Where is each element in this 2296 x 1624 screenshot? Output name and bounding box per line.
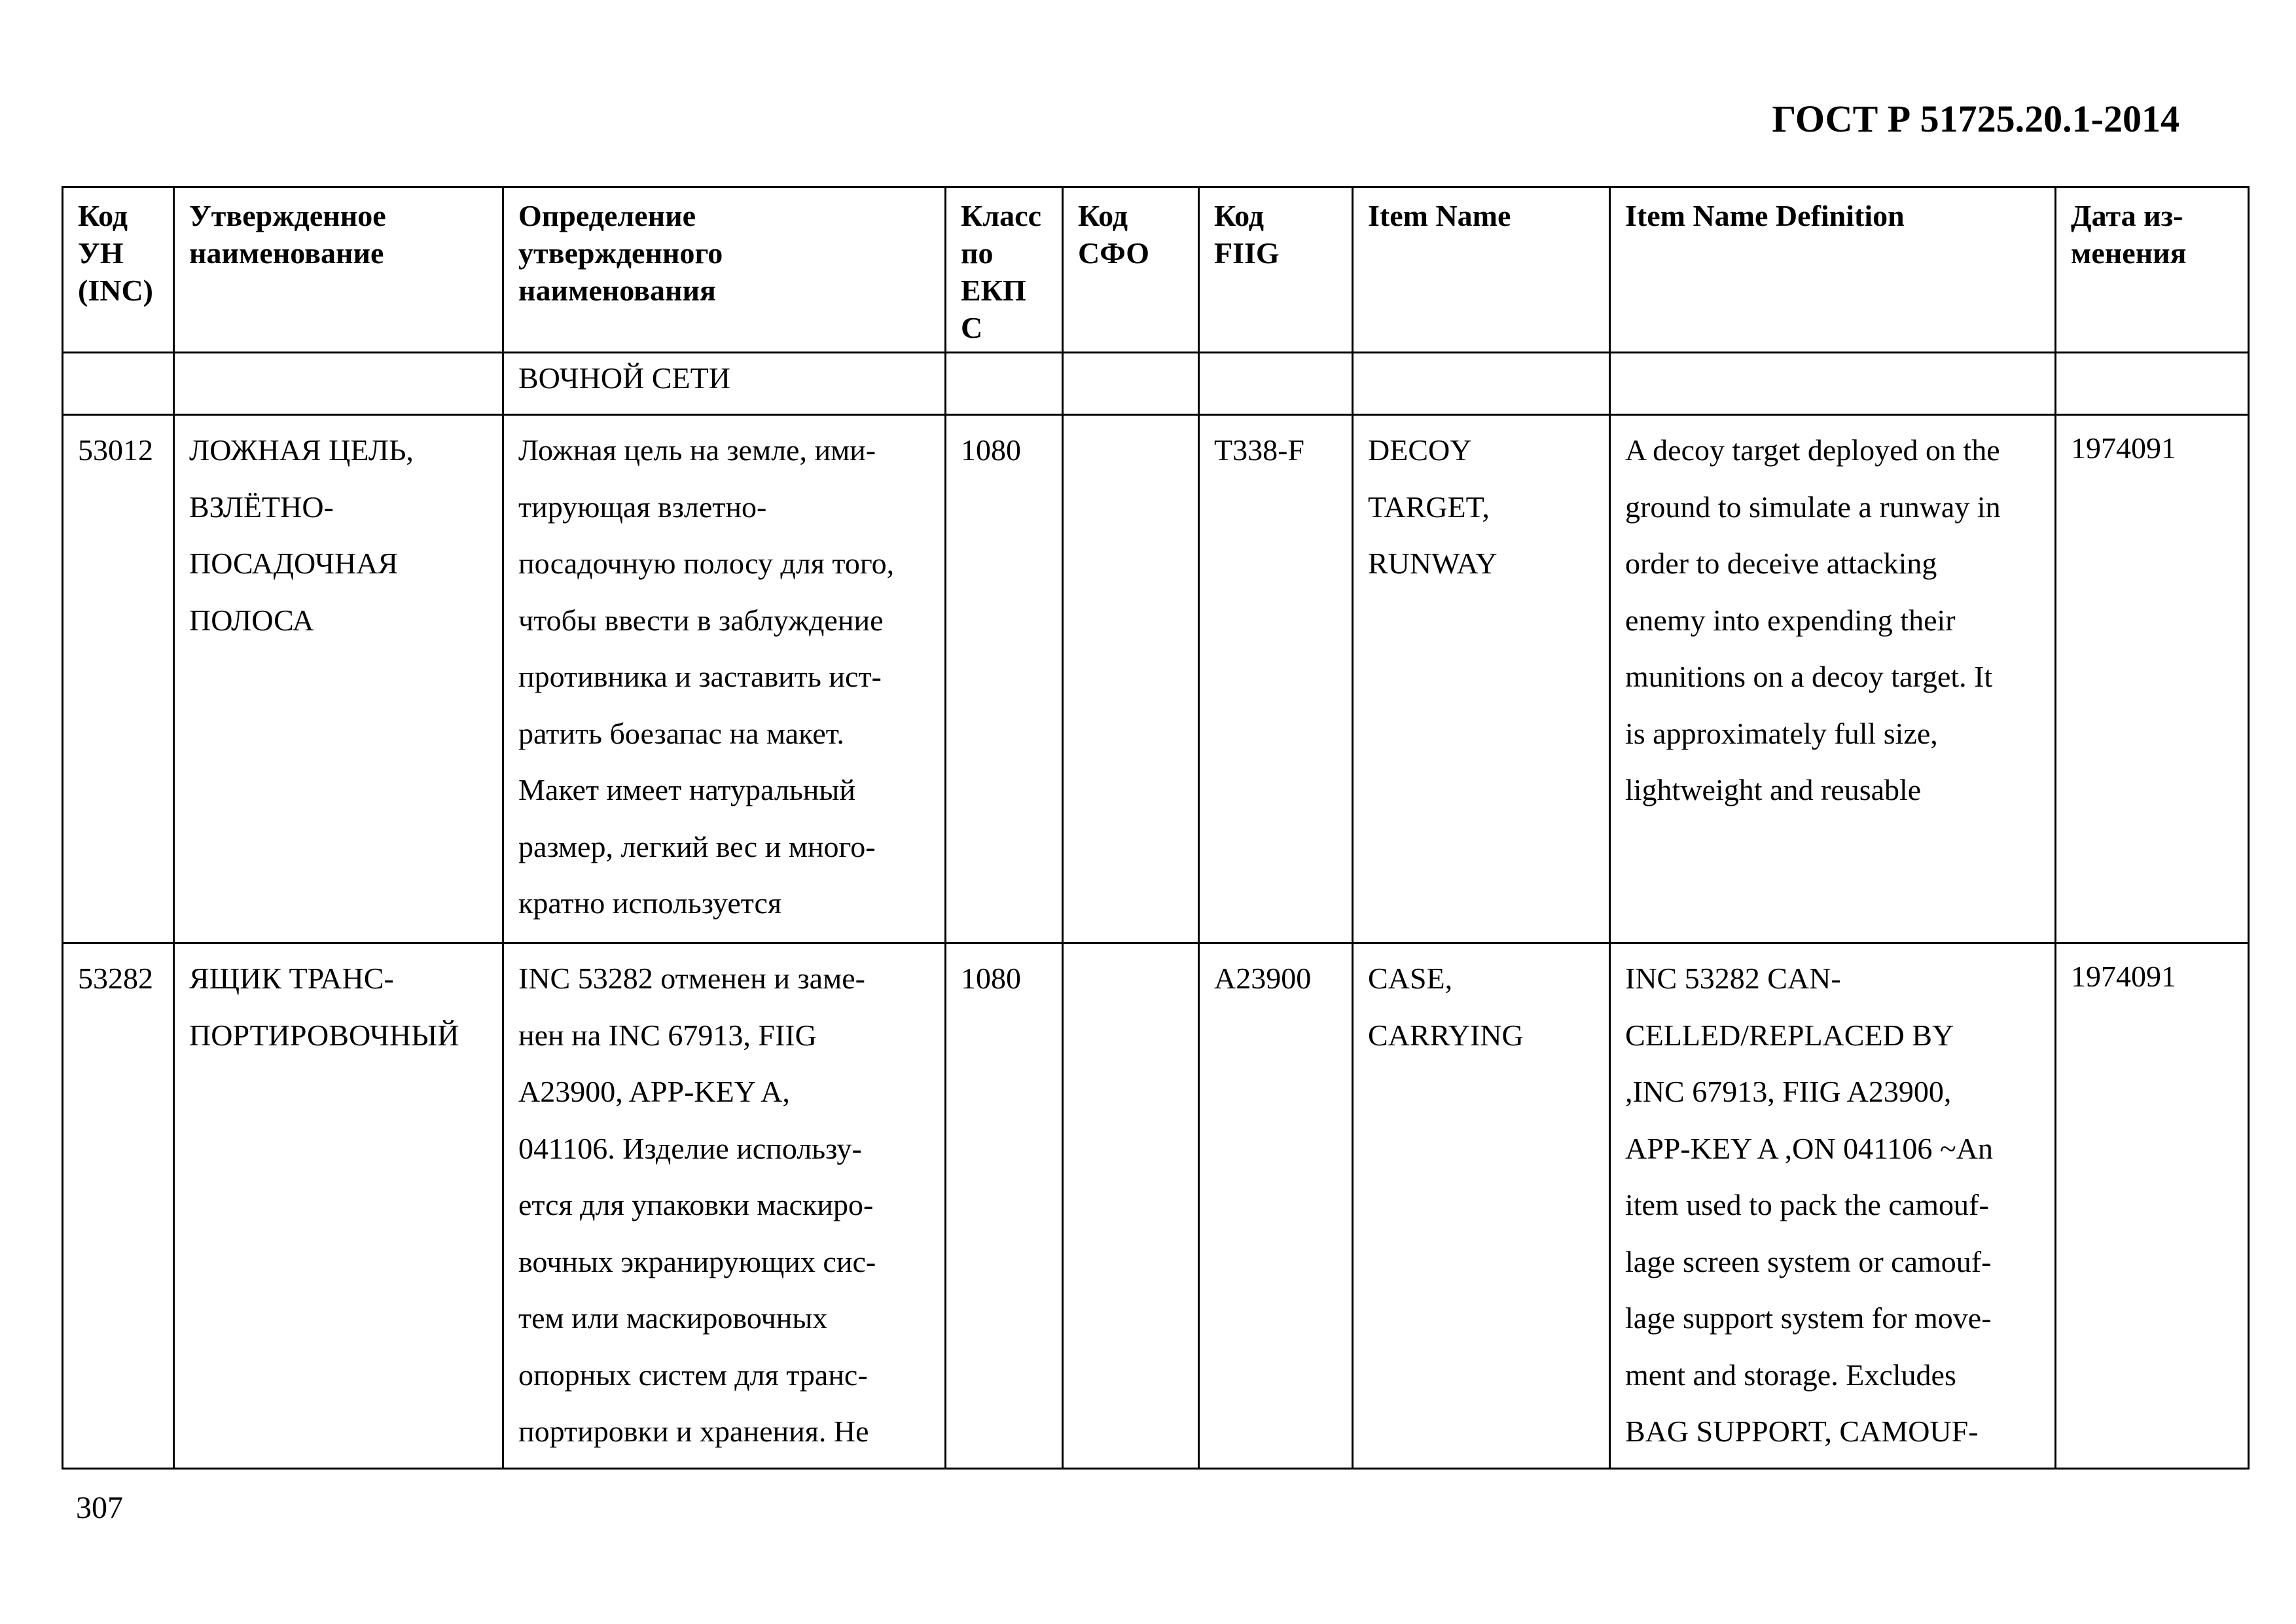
cell-approved-name: ЛОЖНАЯ ЦЕЛЬ, ВЗЛЁТНО- ПОСАДОЧНАЯ ПОЛОСА <box>174 415 503 943</box>
cell-sfo-code <box>1063 415 1199 943</box>
header-fiig: Код FIIG <box>1199 187 1353 353</box>
cell-fiig: A23900 <box>1199 943 1353 1469</box>
cell-sfo-code <box>1063 943 1199 1469</box>
header-definition: Определение утвержденного наименования <box>503 187 946 353</box>
header-item-name: Item Name <box>1353 187 1610 353</box>
cell-ekps-class: 1080 <box>946 415 1063 943</box>
cell-item-name: DECOY TARGET, RUNWAY <box>1353 415 1610 943</box>
cell-inc: 53012 <box>63 415 174 943</box>
standard-designation: ГОСТ Р 51725.20.1-2014 <box>1772 98 2179 140</box>
cell-fiig: T338-F <box>1199 415 1353 943</box>
cell <box>1063 353 1199 415</box>
cell <box>174 353 503 415</box>
table-row <box>63 943 2249 1469</box>
table-row <box>63 415 2249 943</box>
continuation-row <box>63 353 2249 415</box>
cell-item-name-definition: A decoy target deployed on the ground to simulate a runway in order to deceive attacking enemy into expending their munitions on a decoy target. It is approximately full size, lightweight and reusable <box>1610 415 2056 943</box>
cell <box>946 353 1063 415</box>
cell-change-date: 1974091 <box>2056 943 2249 1469</box>
cell-change-date: 1974091 <box>2056 415 2249 943</box>
cell <box>1199 353 1353 415</box>
header-inc: Код УН (INC) <box>63 187 174 353</box>
cell-definition: Ложная цель на земле, ими- тирующая взлетно- посадочную полосу для того, чтобы ввести в заблуждение противника и заставить ист- ратить боезапас на макет. Макет имеет натуральный размер, легкий вес и много- кратно используется <box>503 415 946 943</box>
cell-item-name-definition: INC 53282 CAN- CELLED/REPLACED BY ,INC 67913, FIIG A23900, APP-KEY A ,ON 041106 ~An item used to pack the camouf- lage screen system or camouf- lage support system for move- ment and storage. Excludes BAG SUPPORT, CAMOUF- <box>1610 943 2056 1469</box>
cell-inc: 53282 <box>63 943 174 1469</box>
page-number: 307 <box>76 1490 123 1525</box>
cell-approved-name: ЯЩИК ТРАНС- ПОРТИРОВОЧНЫЙ <box>174 943 503 1469</box>
header-approved-name: Утвержденное наименование <box>174 187 503 353</box>
cell-item-name: CASE, CARRYING <box>1353 943 1610 1469</box>
header-ekps-class: Класс по ЕКП С <box>946 187 1063 353</box>
cell-ekps-class: 1080 <box>946 943 1063 1469</box>
header-change-date: Дата из- менения <box>2056 187 2249 353</box>
header-row <box>63 187 2249 353</box>
cell-definition: INC 53282 отменен и заме- нен на INC 67913, FIIG A23900, APP-KEY A, 041106. Изделие использу- ется для упаковки маскиро- вочных экранирующих сис- тем или маскировочных опорных систем для транс- портировки и хранения. Не <box>503 943 946 1469</box>
cell <box>1353 353 1610 415</box>
cell-definition-continued: ВОЧНОЙ СЕТИ <box>503 353 946 415</box>
header-item-name-definition: Item Name Definition <box>1610 187 2056 353</box>
cell <box>63 353 174 415</box>
cell <box>2056 353 2249 415</box>
header-sfo-code: Код СФО <box>1063 187 1199 353</box>
nomenclature-table <box>62 186 2250 1470</box>
cell <box>1610 353 2056 415</box>
